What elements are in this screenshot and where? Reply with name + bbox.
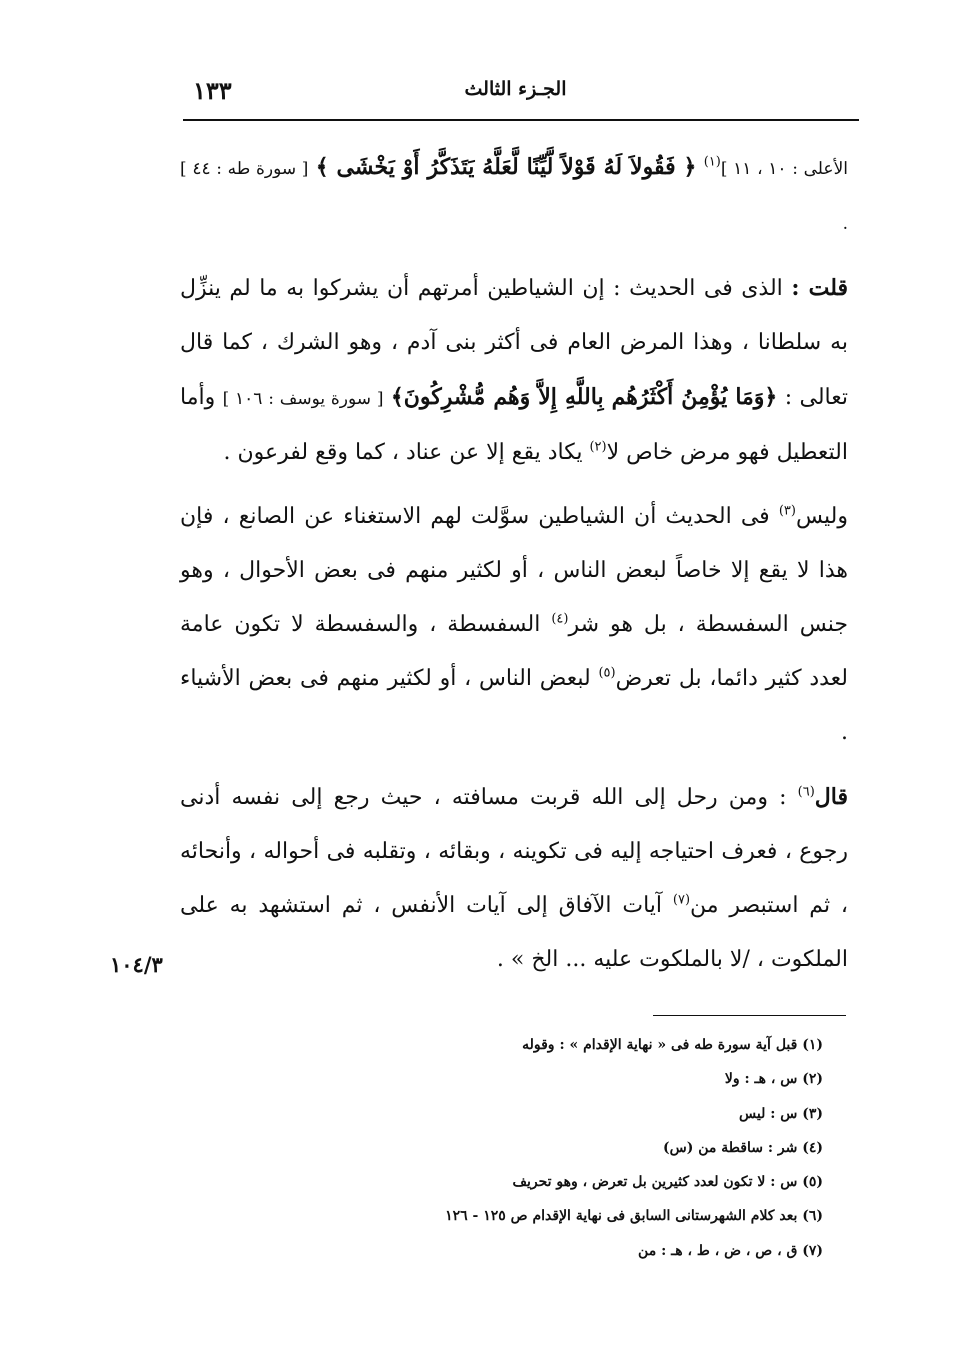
paragraph-text: وأما التعطيل فهو مرض خاص لا (180, 385, 848, 465)
footnote-marker-7: (٧) (672, 892, 691, 908)
page-header (183, 70, 848, 120)
footnote-marker-3: (٣) (778, 503, 796, 519)
paragraph-text: فى الحديث أن الشياطين سوَّلت لهم الاستغناء عن الصانع ، فإن هذا لا يقع إلا خاصاً لبعض الناس ، أو لكثير منهم فى بعض الأحوال ، وهو جنس السفسطة ، بل هو شر (180, 504, 848, 637)
quran-verse: ﴿وَمَا يُؤْمِنُ أَكْثَرُهُم بِاللَّهِ إِلاَّ وَهُم مُّشْرِكُونَ﴾ (390, 384, 778, 410)
paragraph-gap (180, 480, 848, 490)
paragraph-text: السفسطة ، والسفسطة لا تكون عامة لعدد كثير دائما، بل تعرض (180, 612, 848, 691)
running-title: الجـزء الثالث (464, 78, 567, 100)
paragraph-text: : ومن رحل إلى الله قربت مسافته ، حيث رجع إلى نفسه أدنى رجوع ، فعرف احتياجه إليه فى تكوينه ، وبقائه ، وتقلبه فى أحواله ، وأنحائه ، ثم استبصر من (180, 785, 849, 918)
verse-reference: [ سورة طه : ٤٤ ] . (180, 159, 848, 234)
footnote-marker-5: (٥) (598, 665, 616, 681)
paragraph-3 (180, 490, 848, 760)
footnote: (٣) س : ليس (739, 1105, 823, 1122)
footnote: (٧) ق ، ص ، ض ، ط ، هـ : من (638, 1242, 823, 1259)
footnote-marker-6: (٦) (797, 784, 815, 800)
footnote: (٢) س ، هـ : ولا (724, 1071, 823, 1088)
paragraph-lead: قلت : (791, 275, 849, 301)
paragraph-text: آيات الآفاق إلى آيات الأنفس ، ثم استشهد به على الملكوت ، /لا بالملكوت عليه ... الخ » . (180, 893, 848, 972)
paragraph-lead: قال (814, 784, 848, 810)
footnote: (٦) بعد كلام الشهرستانى السابق فى نهاية الإقدام ص ١٢٥ - ١٢٦ (445, 1208, 823, 1225)
margin-reference: ١٠٤/٣ (110, 952, 163, 977)
paragraph-2 (180, 261, 848, 480)
footnote: (٥) س : لا تكون لعدد كثيرين بل تعرض ، وهو تحريف (512, 1174, 823, 1191)
paragraph-text: لبعض الناس ، أو لكثير منهم فى بعض الأشياء . (180, 666, 848, 745)
footnote-rule (653, 1015, 846, 1016)
paragraph-text: الذى فى الحديث : إن الشياطين أمرتهم أن يشركوا به ما لم ينزِّل به سلطانا ، وهذا المرض العام فى أكثر بنى آدم ، وهو الشرك ، كما قال تعالى : (180, 276, 848, 410)
footnote: (١) قبل آية سورة طه فى « نهاية الإقدام » : وقوله (522, 1037, 823, 1053)
footnote-marker-4: (٤) (551, 611, 569, 627)
page-number: ١٣٣ (193, 76, 232, 105)
main-text (180, 140, 848, 987)
verse-reference: الأعلى : ١٠ ، ١١ ] (720, 159, 848, 179)
quran-verse: ﴿ فَقُولاَ لَهُ قَوْلاً لَّيِّنًا لَّعَلَّهُ يَتَذَكَّرُ أَوْ يَخْشَى ﴾ (315, 154, 697, 180)
footnote-marker-2: (٢) (589, 439, 607, 455)
footnote: (٤) شر : ساقطة من (س) (663, 1139, 823, 1156)
header-rule (183, 119, 859, 121)
footnotes (303, 1028, 823, 1268)
paragraph-text: وليس (795, 504, 848, 529)
paragraph-gap (180, 251, 848, 261)
verse-reference: [ سورة يوسف : ١٠٦ ] (222, 389, 384, 409)
paragraph-4 (180, 770, 848, 987)
paragraph-1 (180, 140, 848, 251)
footnote-marker-1: (١) (703, 154, 721, 170)
paragraph-text: يكاد يقع إلا عن عناد ، كما وقع لفرعون . (223, 440, 583, 465)
paragraph-gap (180, 760, 848, 770)
